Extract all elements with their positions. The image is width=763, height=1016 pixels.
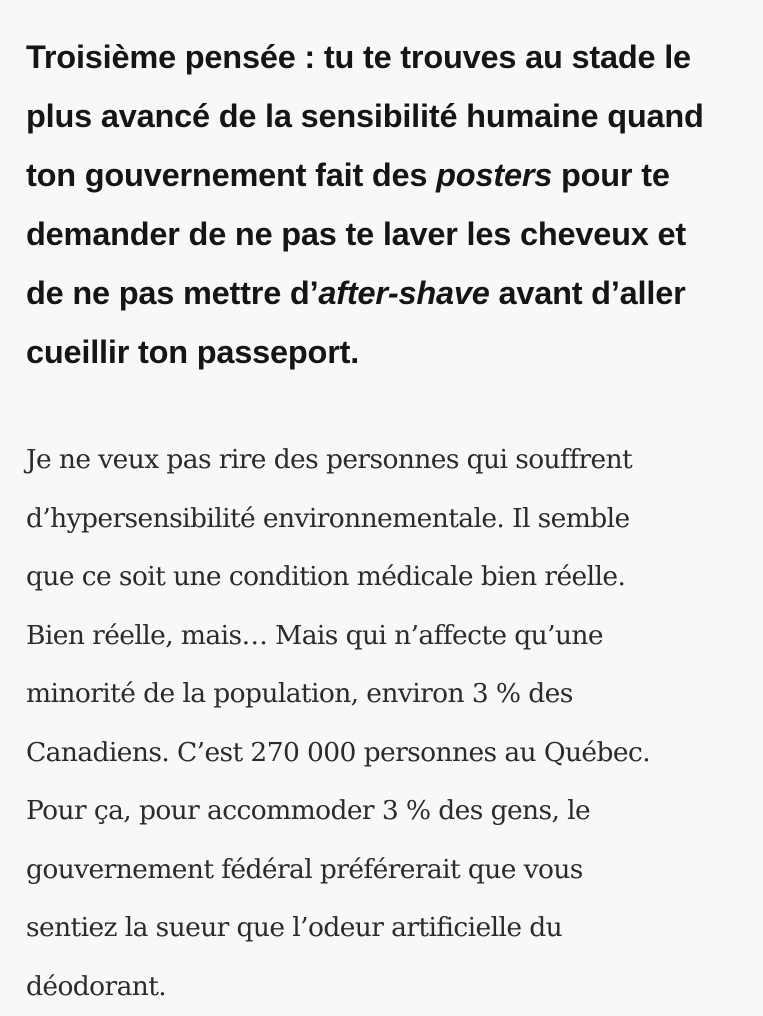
heading-text: avant d’aller	[490, 275, 686, 311]
paragraph-line: minorité de la population, environ 3 % des	[26, 665, 737, 724]
paragraph-line: gouvernement fédéral préférerait que vous	[26, 841, 737, 900]
heading-emphasis: posters	[436, 157, 552, 193]
paragraph-line: Bien réelle, mais… Mais qui n’affecte qu’une	[26, 607, 737, 666]
heading-line: plus avancé de la sensibilité humaine quand	[26, 87, 737, 146]
paragraph-line: d’hypersensibilité environnementale. Il semble	[26, 490, 737, 549]
paragraph-line: Je ne veux pas rire des personnes qui souffrent	[26, 431, 737, 490]
heading-line	[26, 146, 737, 205]
paragraph-line: déodorant.	[26, 958, 737, 1016]
paragraph-line: Pour ça, pour accommoder 3 % des gens, le	[26, 782, 737, 841]
paragraph-line: sentiez la sueur que l’odeur artificielle du	[26, 899, 737, 958]
heading-emphasis: after-shave	[318, 275, 489, 311]
paragraph-line: Canadiens. C’est 270 000 personnes au Québec.	[26, 724, 737, 783]
body-paragraph	[26, 431, 737, 1016]
heading-text: de ne pas mettre d’	[26, 275, 318, 311]
heading-line	[26, 264, 737, 323]
heading-text: pour te	[552, 157, 670, 193]
heading-text: ton gouvernement fait des	[26, 157, 436, 193]
paragraph-line: que ce soit une condition médicale bien réelle.	[26, 548, 737, 607]
heading-line: Troisième pensée : tu te trouves au stade le	[26, 28, 737, 87]
section-heading	[26, 28, 737, 382]
heading-line: cueillir ton passeport.	[26, 323, 737, 382]
heading-line: demander de ne pas te laver les cheveux et	[26, 205, 737, 264]
